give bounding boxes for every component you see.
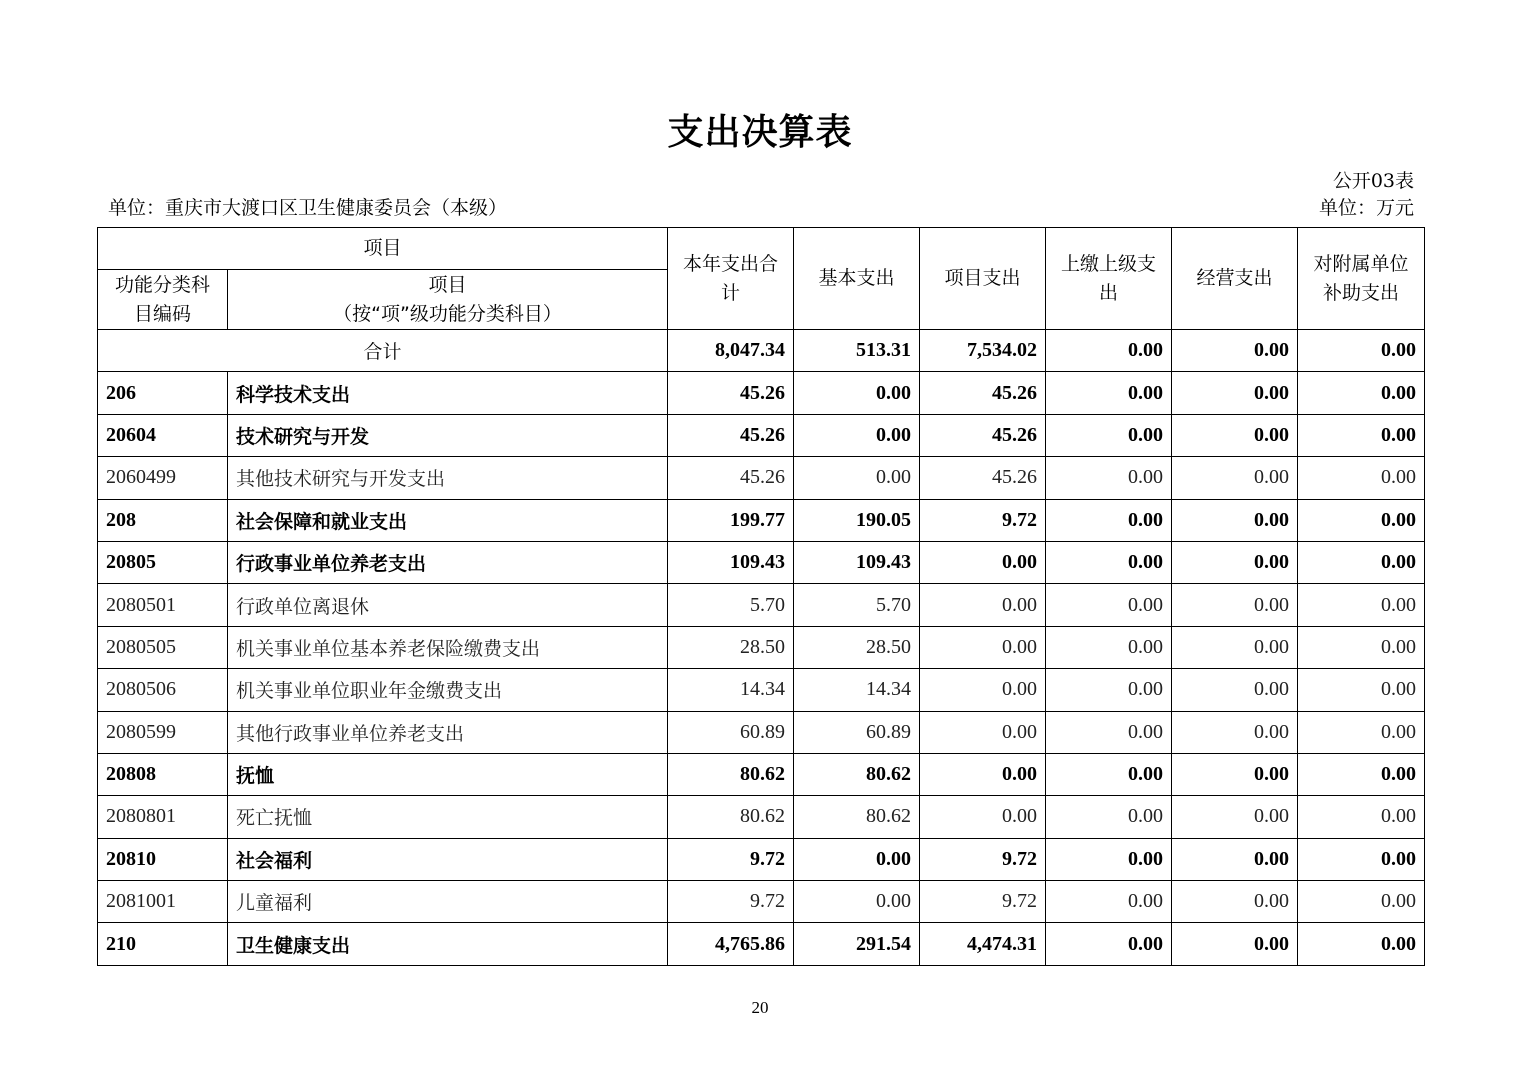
row-value: 0.00 [1046, 881, 1172, 923]
row-code: 20808 [98, 753, 228, 795]
row-code: 2080501 [98, 584, 228, 626]
row-value: 0.00 [1298, 626, 1425, 668]
table-row [98, 457, 1425, 499]
row-value: 0.00 [920, 626, 1046, 668]
row-value: 0.00 [1298, 414, 1425, 456]
row-code: 206 [98, 372, 228, 414]
row-value: 0.00 [1172, 796, 1298, 838]
row-value: 0.00 [1298, 457, 1425, 499]
table-row [98, 711, 1425, 753]
row-value: 60.89 [668, 711, 794, 753]
row-value: 0.00 [1298, 584, 1425, 626]
header-total: 本年支出合计 [668, 228, 794, 330]
row-value: 0.00 [1046, 753, 1172, 795]
header-upper: 上缴上级支出 [1046, 228, 1172, 330]
row-code: 20604 [98, 414, 228, 456]
table-row [98, 753, 1425, 795]
row-value: 80.62 [668, 796, 794, 838]
row-value: 0.00 [1298, 796, 1425, 838]
row-value: 45.26 [668, 414, 794, 456]
row-value: 4,765.86 [668, 923, 794, 965]
row-value: 45.26 [920, 457, 1046, 499]
row-value: 0.00 [920, 584, 1046, 626]
row-value: 28.50 [668, 626, 794, 668]
row-value: 0.00 [1172, 711, 1298, 753]
row-value: 0.00 [1298, 711, 1425, 753]
row-value: 0.00 [794, 881, 920, 923]
total-label: 合计 [98, 330, 668, 372]
row-value: 5.70 [668, 584, 794, 626]
row-value: 45.26 [668, 372, 794, 414]
total-row [98, 330, 1425, 372]
table-row [98, 669, 1425, 711]
row-name: 社会保障和就业支出 [228, 499, 668, 541]
row-value: 0.00 [1298, 923, 1425, 965]
row-value: 45.26 [668, 457, 794, 499]
row-name: 机关事业单位职业年金缴费支出 [228, 669, 668, 711]
row-name: 其他行政事业单位养老支出 [228, 711, 668, 753]
total-value: 513.31 [794, 330, 920, 372]
row-value: 0.00 [1172, 923, 1298, 965]
header-basic: 基本支出 [794, 228, 920, 330]
row-value: 0.00 [1172, 584, 1298, 626]
row-value: 0.00 [1046, 923, 1172, 965]
row-code: 2080599 [98, 711, 228, 753]
row-code: 2060499 [98, 457, 228, 499]
row-name: 行政事业单位养老支出 [228, 541, 668, 583]
row-code: 210 [98, 923, 228, 965]
row-value: 0.00 [1046, 711, 1172, 753]
row-value: 0.00 [794, 414, 920, 456]
row-code: 2080801 [98, 796, 228, 838]
row-value: 80.62 [668, 753, 794, 795]
table-row [98, 541, 1425, 583]
header-code: 功能分类科目编码 [98, 270, 228, 330]
table-row [98, 838, 1425, 880]
row-value: 0.00 [920, 669, 1046, 711]
total-value: 7,534.02 [920, 330, 1046, 372]
row-value: 14.34 [668, 669, 794, 711]
row-value: 0.00 [1172, 541, 1298, 583]
total-value: 0.00 [1046, 330, 1172, 372]
row-value: 0.00 [1046, 457, 1172, 499]
row-value: 9.72 [668, 838, 794, 880]
header-project-expenditure: 项目支出 [920, 228, 1046, 330]
table-row [98, 881, 1425, 923]
table-row [98, 584, 1425, 626]
reporting-unit: 单位：重庆市大渡口区卫生健康委员会（本级） [108, 197, 508, 219]
row-value: 4,474.31 [920, 923, 1046, 965]
row-value: 0.00 [920, 541, 1046, 583]
row-code: 2080506 [98, 669, 228, 711]
row-value: 0.00 [1172, 881, 1298, 923]
page-title: 支出决算表 [667, 112, 853, 153]
row-value: 109.43 [668, 541, 794, 583]
row-value: 0.00 [794, 372, 920, 414]
row-value: 0.00 [1298, 881, 1425, 923]
row-value: 80.62 [794, 796, 920, 838]
header-project: 项目 [98, 228, 668, 270]
row-value: 0.00 [1298, 499, 1425, 541]
header-business: 经营支出 [1172, 228, 1298, 330]
row-value: 0.00 [1172, 838, 1298, 880]
row-value: 45.26 [920, 414, 1046, 456]
row-name: 儿童福利 [228, 881, 668, 923]
row-value: 0.00 [1298, 541, 1425, 583]
row-value: 0.00 [1172, 753, 1298, 795]
header-item-name: 项目 （按“项”级功能分类科目） [228, 270, 668, 330]
row-value: 0.00 [1172, 669, 1298, 711]
row-name: 机关事业单位基本养老保险缴费支出 [228, 626, 668, 668]
table-row [98, 372, 1425, 414]
row-value: 0.00 [1298, 753, 1425, 795]
total-value: 0.00 [1298, 330, 1425, 372]
table-row [98, 626, 1425, 668]
row-name: 抚恤 [228, 753, 668, 795]
row-code: 20810 [98, 838, 228, 880]
row-value: 9.72 [920, 838, 1046, 880]
row-value: 28.50 [794, 626, 920, 668]
row-value: 199.77 [668, 499, 794, 541]
currency-unit: 单位：万元 [1318, 197, 1414, 219]
row-code: 208 [98, 499, 228, 541]
row-value: 0.00 [1046, 626, 1172, 668]
row-value: 109.43 [794, 541, 920, 583]
row-value: 0.00 [794, 838, 920, 880]
row-value: 14.34 [794, 669, 920, 711]
row-value: 291.54 [794, 923, 920, 965]
row-code: 2080505 [98, 626, 228, 668]
row-name: 社会福利 [228, 838, 668, 880]
row-value: 0.00 [1172, 457, 1298, 499]
row-value: 190.05 [794, 499, 920, 541]
total-value: 8,047.34 [668, 330, 794, 372]
table-row [98, 923, 1425, 965]
row-value: 0.00 [1046, 584, 1172, 626]
form-number: 公开03表 [1332, 170, 1414, 192]
row-value: 9.72 [668, 881, 794, 923]
row-value: 0.00 [1172, 499, 1298, 541]
row-value: 0.00 [1046, 414, 1172, 456]
row-value: 9.72 [920, 499, 1046, 541]
row-value: 0.00 [1298, 372, 1425, 414]
row-code: 20805 [98, 541, 228, 583]
row-value: 45.26 [920, 372, 1046, 414]
row-value: 0.00 [920, 711, 1046, 753]
row-value: 0.00 [1298, 838, 1425, 880]
page-number: 20 [751, 998, 769, 1017]
row-name: 行政单位离退休 [228, 584, 668, 626]
row-value: 0.00 [1046, 796, 1172, 838]
table-row [98, 796, 1425, 838]
table-row [98, 499, 1425, 541]
row-value: 0.00 [1046, 669, 1172, 711]
row-value: 0.00 [920, 796, 1046, 838]
expenditure-table [97, 227, 1425, 966]
row-name: 其他技术研究与开发支出 [228, 457, 668, 499]
row-value: 0.00 [1172, 626, 1298, 668]
row-name: 卫生健康支出 [228, 923, 668, 965]
row-value: 5.70 [794, 584, 920, 626]
row-value: 0.00 [794, 457, 920, 499]
row-value: 0.00 [920, 753, 1046, 795]
row-code: 2081001 [98, 881, 228, 923]
row-value: 0.00 [1298, 669, 1425, 711]
row-value: 0.00 [1046, 541, 1172, 583]
total-value: 0.00 [1172, 330, 1298, 372]
row-value: 0.00 [1046, 372, 1172, 414]
row-name: 死亡抚恤 [228, 796, 668, 838]
row-value: 0.00 [1046, 838, 1172, 880]
row-name: 科学技术支出 [228, 372, 668, 414]
row-value: 80.62 [794, 753, 920, 795]
row-value: 0.00 [1172, 414, 1298, 456]
row-value: 0.00 [1046, 499, 1172, 541]
table-row [98, 414, 1425, 456]
row-value: 0.00 [1172, 372, 1298, 414]
header-subsidy: 对附属单位补助支出 [1298, 228, 1425, 330]
row-name: 技术研究与开发 [228, 414, 668, 456]
row-value: 9.72 [920, 881, 1046, 923]
row-value: 60.89 [794, 711, 920, 753]
